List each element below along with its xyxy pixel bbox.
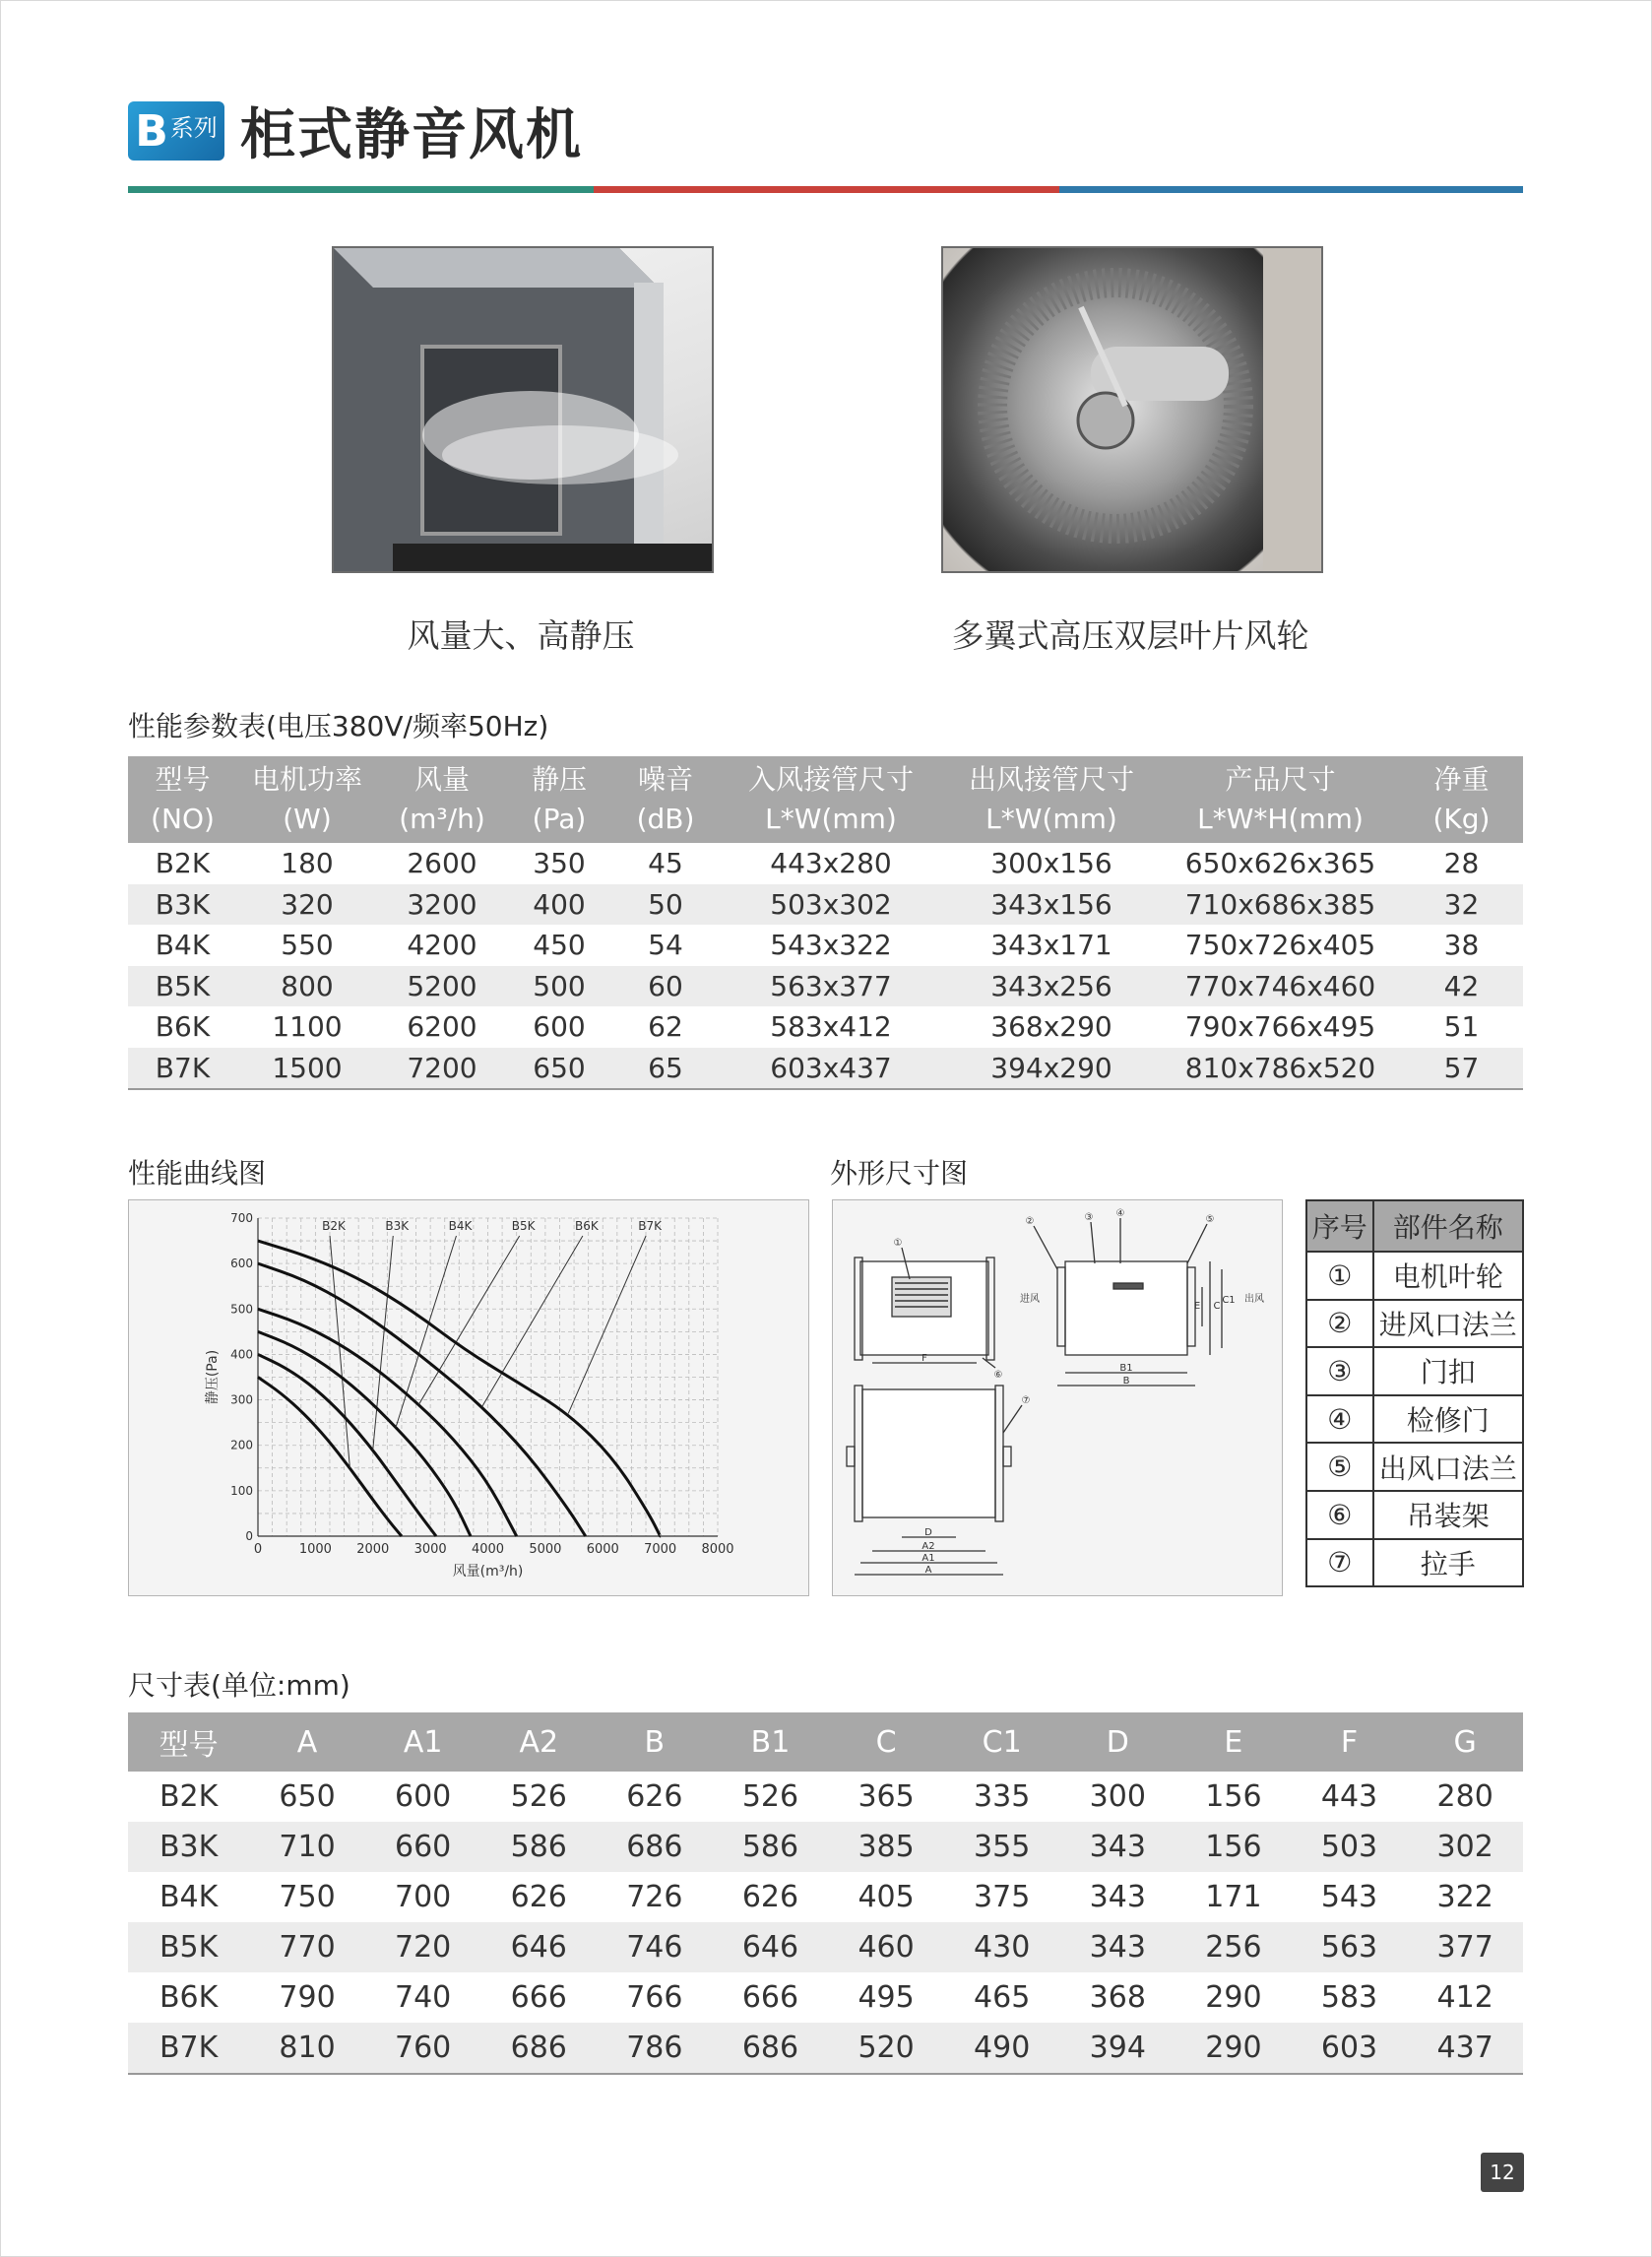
column-header-line: L*W(mm) [765,803,897,835]
table-cell: B3K [128,1822,249,1872]
column-header: F [1292,1712,1408,1772]
series-label-b4k: B4K [448,1219,473,1233]
table-cell: 626 [510,1880,567,1914]
column-header-line: 产品尺寸 [1225,763,1336,796]
column-header-line: (m³/h) [399,803,485,835]
badge-series: 系列 [169,113,218,142]
table-cell: 51 [1443,1010,1480,1044]
column-header-line: 风量 [413,763,470,796]
column-header-line: 入风接管尺寸 [747,763,914,796]
curve-section-title: 性能曲线图 [128,1157,267,1190]
series-leader-b3k [373,1236,394,1450]
table-cell: 543x322 [770,929,892,962]
y-tick-label: 400 [230,1347,253,1362]
outline-drawing-panel [832,1199,1283,1596]
table-row [1306,1539,1523,1587]
column-header-line: 型号 [155,763,211,796]
table-cell: 400 [507,884,611,926]
table-cell: 600 [395,1779,452,1814]
table-cell: 62 [648,1010,683,1044]
table-cell: 526 [741,1779,799,1814]
dimension-table-title: 尺寸表(单位:mm) [128,1669,350,1702]
table-cell: ⑦ [1306,1539,1373,1587]
table-row [128,1872,1523,1922]
table-cell: 290 [1205,1980,1262,2015]
table-cell: 343x171 [990,929,1112,962]
page-header [128,98,583,167]
table-cell: 740 [395,1980,452,2015]
table-cell: 700 [395,1880,452,1914]
column-header-line: L*W*H(mm) [1197,803,1364,835]
table-cell: 256 [1175,1922,1292,1972]
table-cell: 156 [1205,1779,1262,1814]
column-header-line: 出风接管尺寸 [968,763,1134,796]
header-rule-green [128,186,594,193]
x-tick-label: 4000 [471,1542,505,1557]
dim-label-f: F [921,1353,927,1364]
table-cell: 583x412 [770,1010,892,1044]
column-header-line: 静压 [531,763,587,796]
table-cell: 430 [944,1922,1060,1972]
table-cell: 583 [1320,1980,1378,2015]
table-cell: 626 [741,1880,799,1914]
table-cell: 302 [1407,1822,1523,1872]
table-cell: B6K [159,1980,219,2015]
photo-caption-1: 风量大、高静压 [407,616,635,655]
table-cell: 368 [1089,1980,1146,2015]
column-header [1161,756,1400,843]
column-header-line: 噪音 [637,763,693,796]
performance-table [128,756,1523,1090]
table-cell: 电机叶轮 [1373,1252,1523,1300]
x-tick-label: 7000 [644,1542,677,1557]
dim-label-c1: C1 [1222,1295,1236,1306]
page-title: 柜式静音风机 [240,103,583,167]
table-cell: 760 [365,2023,481,2074]
header-rule-red [594,186,1059,193]
y-tick-label: 300 [230,1392,253,1407]
table-cell: 650 [507,1048,611,1090]
table-cell: 375 [974,1880,1031,1914]
column-header: C1 [944,1712,1060,1772]
table-cell: B4K [159,1880,219,1914]
column-header: D [1059,1712,1175,1772]
performance-curve-chart [129,1200,808,1595]
table-cell: ③ [1306,1347,1373,1395]
series-label-b6k: B6K [575,1219,599,1233]
table-cell: B2K [159,1779,219,1814]
table-cell: 810x786x520 [1161,1048,1400,1090]
column-header: 型号 [128,1712,249,1772]
table-cell: 156 [1175,1822,1292,1872]
column-header-line: (dB) [636,803,695,835]
table-row [1306,1395,1523,1444]
table-cell: 666 [510,1980,567,2015]
table-cell: 550 [281,929,334,962]
series-label-b5k: B5K [511,1219,536,1233]
table-cell: 377 [1407,1922,1523,1972]
dimension-table [128,1712,1523,2075]
table-cell: 443 [1320,1779,1378,1814]
table-cell: 2600 [407,847,477,880]
performance-table-title: 性能参数表(电压380V/频率50Hz) [128,710,549,742]
table-cell: 543 [1320,1880,1378,1914]
table-cell: 6200 [407,1010,477,1044]
x-tick-label: 1000 [298,1542,332,1557]
page-number: 12 [1481,2153,1524,2192]
table-cell: 750 [279,1880,336,1914]
inlet-label: 进风 [1020,1294,1040,1305]
series-badge [128,101,224,161]
column-header: A2 [480,1712,597,1772]
table-cell: 343 [1059,1922,1175,1972]
dim-label-b1: B1 [1119,1363,1133,1374]
table-cell: 290 [1175,2023,1292,2074]
table-cell: 检修门 [1373,1395,1523,1444]
column-header: B [597,1712,713,1772]
table-cell: 57 [1400,1048,1523,1090]
parts-table [1305,1199,1524,1587]
table-cell: 进风口法兰 [1373,1300,1523,1348]
table-cell: 790 [279,1980,336,2015]
table-cell: 563 [1292,1922,1408,1972]
column-header: C [828,1712,944,1772]
series-leader-b7k [568,1236,646,1413]
callout-3: ③ [1084,1212,1094,1223]
column-header [237,756,377,843]
callout-7: ⑦ [1021,1395,1031,1406]
table-cell: 650 [279,1779,336,1814]
table-cell: 800 [237,966,377,1007]
x-tick-label: 2000 [356,1542,390,1557]
table-cell: 368x290 [990,1010,1112,1044]
column-header-line: (W) [283,803,332,835]
table-cell: 500 [507,966,611,1007]
table-cell: 171 [1205,1880,1262,1914]
series-label-b2k: B2K [322,1219,346,1233]
table-cell: B5K [128,1922,249,1972]
column-header-line: (NO) [151,803,215,835]
table-cell: 646 [480,1922,597,1972]
table-cell: B7K [128,1048,237,1090]
table-cell: 750x726x405 [1184,929,1376,962]
table-cell: 1100 [272,1010,343,1044]
callout-6: ⑥ [993,1370,1003,1381]
table-cell: B4K [155,929,211,962]
table-cell: 54 [648,929,683,962]
table-cell: 322 [1436,1880,1493,1914]
table-row [128,1922,1523,1972]
table-cell: 60 [611,966,720,1007]
series-label-b7k: B7K [638,1219,662,1233]
table-cell: ② [1306,1300,1373,1348]
table-header-row [128,756,1523,843]
column-header [942,756,1161,843]
column-header-line: 电机功率 [251,763,362,796]
table-row [128,1822,1523,1872]
x-tick-label: 5000 [529,1542,562,1557]
table-cell: 686 [480,2023,597,2074]
table-cell: 450 [533,929,586,962]
table-cell: ① [1306,1252,1373,1300]
table-row [128,1006,1523,1048]
table-cell: 603 [1292,2023,1408,2074]
table-cell: B3K [128,884,237,926]
column-header [128,756,237,843]
table-row [128,2023,1523,2074]
table-cell: 343 [1089,1880,1146,1914]
y-tick-label: 500 [230,1302,253,1317]
table-cell: 666 [741,1980,799,2015]
y-tick-label: 700 [230,1211,253,1225]
y-tick-label: 0 [245,1529,253,1543]
x-tick-label: 6000 [586,1542,619,1557]
x-tick-label: 0 [253,1542,263,1557]
dim-label-b: B [1122,1376,1130,1386]
table-cell: 门扣 [1373,1347,1523,1395]
table-cell: 394x290 [942,1048,1161,1090]
table-cell: 343x156 [942,884,1161,926]
table-cell: 460 [828,1922,944,1972]
table-cell: 280 [1436,1779,1493,1814]
series-leader-b6k [482,1236,583,1406]
column-header-line: L*W(mm) [985,803,1117,835]
table-cell: 790x766x495 [1184,1010,1376,1044]
table-cell: 710 [249,1822,365,1872]
table-cell: 786 [597,2023,713,2074]
x-tick-label: 8000 [701,1542,734,1557]
table-row [128,843,1523,884]
table-cell: 350 [533,847,586,880]
table-row [128,925,1523,966]
table-cell: 766 [626,1980,683,2015]
table-cell: 660 [365,1822,481,1872]
table-cell: 1500 [237,1048,377,1090]
table-row [1306,1300,1523,1348]
column-header: A [249,1712,365,1772]
table-cell: 300 [1089,1779,1146,1814]
dim-label-c: C [1213,1301,1221,1312]
impeller-photo [941,246,1323,573]
column-header-line: 净重 [1433,763,1490,796]
dim-label-e: E [1193,1301,1201,1312]
table-cell: 45 [648,847,683,880]
callout-2: ② [1025,1216,1035,1227]
dim-label-a1: A1 [921,1553,935,1564]
outline-section-title: 外形尺寸图 [830,1157,969,1190]
table-cell: 720 [365,1922,481,1972]
table-cell: 42 [1400,966,1523,1007]
table-cell: 646 [713,1922,829,1972]
column-header: 序号 [1306,1200,1373,1252]
column-header [1400,756,1523,843]
table-cell: 28 [1443,847,1480,880]
y-tick-label: 600 [230,1257,253,1271]
table-row [128,966,1523,1007]
column-header: A1 [365,1712,481,1772]
table-cell: 810 [249,2023,365,2074]
table-cell: 拉手 [1373,1539,1523,1587]
table-cell: 412 [1436,1980,1493,2015]
table-cell: ④ [1306,1395,1373,1444]
photo-caption-2: 多翼式高压双层叶片风轮 [951,616,1309,655]
fan-cabinet-photo [332,246,714,573]
y-tick-label: 200 [230,1438,253,1452]
table-row [1306,1491,1523,1539]
table-cell: 343x256 [942,966,1161,1007]
table-row [128,1772,1523,1822]
table-cell: 710x686x385 [1161,884,1400,926]
table-cell: 5200 [377,966,507,1007]
column-header-line: (Pa) [532,803,587,835]
table-cell: ⑥ [1306,1491,1373,1539]
column-header [377,756,507,843]
table-cell: 503 [1292,1822,1408,1872]
column-header [611,756,720,843]
table-cell: 520 [828,2023,944,2074]
table-cell: 3200 [377,884,507,926]
table-cell: 50 [611,884,720,926]
table-cell: 603x437 [720,1048,942,1090]
table-cell: 394 [1059,2023,1175,2074]
table-cell: 320 [237,884,377,926]
table-cell: 495 [858,1980,915,2015]
dim-label-a: A [924,1565,932,1576]
table-row [128,884,1523,926]
dim-label-a2: A2 [921,1541,935,1552]
table-cell: 686 [597,1822,713,1872]
column-header: 部件名称 [1373,1200,1523,1252]
table-cell: 600 [533,1010,586,1044]
table-row [1306,1252,1523,1300]
table-cell: B7K [128,2023,249,2074]
table-row [128,1048,1523,1090]
chart-panel [128,1199,809,1596]
table-cell: 770 [249,1922,365,1972]
series-leader-b5k [418,1236,519,1404]
table-cell: 586 [480,1822,597,1872]
table-cell: 180 [281,847,334,880]
table-cell: B5K [128,966,237,1007]
table-cell: 32 [1400,884,1523,926]
table-cell: 563x377 [720,966,942,1007]
series-label-b3k: B3K [385,1219,410,1233]
table-cell: 443x280 [770,847,892,880]
column-header: E [1175,1712,1292,1772]
callout-4: ④ [1115,1208,1125,1219]
table-row [1306,1347,1523,1395]
table-cell: 626 [626,1779,683,1814]
outlet-label: 出风 [1244,1294,1264,1305]
table-cell: 385 [828,1822,944,1872]
table-cell: 65 [611,1048,720,1090]
table-row [1306,1443,1523,1491]
table-header-row [1306,1200,1523,1252]
table-cell: 490 [944,2023,1060,2074]
table-cell: 365 [858,1779,915,1814]
table-cell: 650x626x365 [1184,847,1376,880]
table-cell: 465 [974,1980,1031,2015]
table-cell: 吊装架 [1373,1491,1523,1539]
dim-label-d: D [924,1527,932,1538]
table-cell: 586 [713,1822,829,1872]
x-tick-label: 3000 [413,1542,447,1557]
column-header [507,756,611,843]
header-rule-blue [1059,186,1523,193]
table-cell: 405 [858,1880,915,1914]
x-axis-label: 风量(m³/h) [452,1564,524,1580]
table-cell: 355 [944,1822,1060,1872]
column-header: B1 [713,1712,829,1772]
column-header [720,756,942,843]
table-cell: ⑤ [1306,1443,1373,1491]
table-cell: 726 [626,1880,683,1914]
table-cell: 503x302 [720,884,942,926]
table-header-row [128,1712,1523,1772]
table-cell: 335 [974,1779,1031,1814]
column-header: G [1407,1712,1523,1772]
column-header-line: (Kg) [1432,803,1491,835]
y-tick-label: 100 [230,1483,253,1498]
callout-1: ① [893,1238,903,1249]
table-cell: 出风口法兰 [1373,1443,1523,1491]
table-cell: B6K [155,1010,211,1044]
table-cell: 343 [1059,1822,1175,1872]
table-row [128,1972,1523,2023]
table-cell: 526 [510,1779,567,1814]
table-cell: 686 [713,2023,829,2074]
table-cell: 38 [1443,929,1480,962]
outline-drawing [833,1200,1282,1595]
table-cell: 7200 [377,1048,507,1090]
badge-letter: B [135,105,168,157]
table-cell: B2K [155,847,211,880]
table-cell: 770x746x460 [1161,966,1400,1007]
callout-5: ⑤ [1205,1214,1215,1225]
table-cell: 300x156 [990,847,1112,880]
y-axis-label: 静压(Pa) [205,1349,221,1405]
table-cell: 746 [597,1922,713,1972]
table-cell: 4200 [407,929,477,962]
table-cell: 437 [1407,2023,1523,2074]
